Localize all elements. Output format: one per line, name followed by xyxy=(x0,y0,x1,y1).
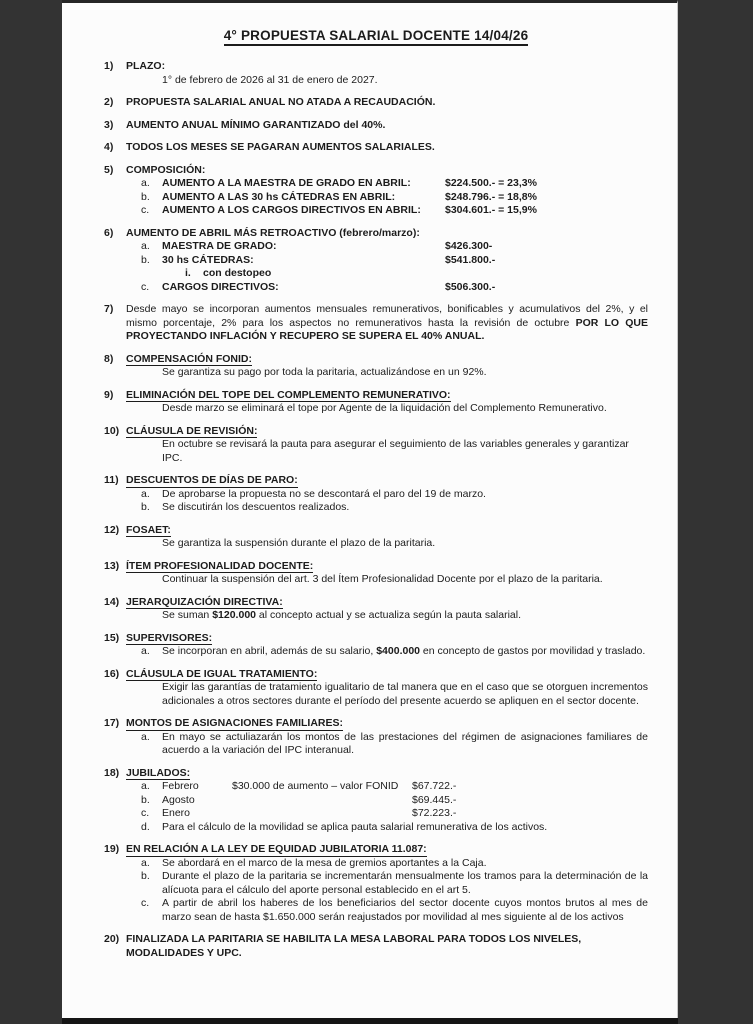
item-body xyxy=(126,389,648,416)
item-heading xyxy=(126,96,648,110)
sub-item xyxy=(126,488,648,502)
item-body xyxy=(126,353,648,380)
item-heading xyxy=(126,933,648,960)
sub-letter: a. xyxy=(141,487,150,500)
doc-item-1 xyxy=(104,60,648,87)
sub-item xyxy=(126,897,648,924)
row-letter: a. xyxy=(141,780,150,792)
doc-item-20 xyxy=(104,933,648,960)
text-run: En octubre se revisará la pauta para asegurar el seguimiento de las variables generales y garantizar IPC. xyxy=(162,438,629,464)
text-run: CARGOS DIRECTIVOS: xyxy=(162,280,279,293)
item-text xyxy=(162,681,648,708)
item-heading-text: PROPUESTA SALARIAL ANUAL NO ATADA A RECAUDACIÓN. xyxy=(126,96,436,108)
row-label: Enero xyxy=(162,807,191,819)
sub-text xyxy=(162,731,648,758)
item-body xyxy=(126,96,648,110)
item-heading xyxy=(126,141,648,155)
sub-text xyxy=(162,281,648,295)
text-run: Durante el plazo de la paritaria se incrementarán mensualmente los tramos para la determinación de la alícuota para el cálculo del aporte personal establecido en el art 5. xyxy=(162,870,648,896)
doc-item-18 xyxy=(104,767,648,835)
sub-text xyxy=(162,821,648,835)
sub-letter: b. xyxy=(141,870,150,882)
row-label: Agosto xyxy=(162,793,195,806)
item-heading-text: EN RELACIÓN A LA LEY DE EQUIDAD JUBILATORIA 11.087: xyxy=(126,843,427,855)
text-run: Se suman xyxy=(162,609,213,621)
item-heading-text: ELIMINACIÓN DEL TOPE DEL COMPLEMENTO REMUNERATIVO: xyxy=(126,388,451,401)
sub-letter: c. xyxy=(141,204,150,216)
item-heading xyxy=(126,164,648,178)
row-letter: c. xyxy=(141,807,150,819)
item-text xyxy=(162,438,648,465)
item-body xyxy=(126,119,648,133)
doc-item-13 xyxy=(104,560,648,587)
item-number: 9) xyxy=(104,388,114,401)
sub-text xyxy=(162,870,648,897)
doc-item-9 xyxy=(104,389,648,416)
item-heading-text: CLÁUSULA DE IGUAL TRATAMIENTO: xyxy=(126,667,318,680)
doc-item-12 xyxy=(104,524,648,551)
item-text xyxy=(162,402,648,416)
sub-item xyxy=(126,177,648,191)
sub-text xyxy=(162,897,648,924)
sub-letter: a. xyxy=(141,730,150,743)
sub-item xyxy=(126,204,648,218)
text-run: Exigir las garantías de tratamiento igualitario de tal manera que en el caso que se otorguen incrementos adicionales a otros sectores durante el período del presente acuerdo se apliquen en el sector docente. xyxy=(162,681,648,707)
item-paragraph xyxy=(126,303,648,344)
sub-text xyxy=(162,204,648,218)
item-number: 1) xyxy=(104,60,114,72)
doc-item-3 xyxy=(104,119,648,133)
doc-item-7 xyxy=(104,303,648,344)
item-heading xyxy=(126,632,648,646)
document-items xyxy=(104,60,648,960)
doc-item-14 xyxy=(104,596,648,623)
item-body xyxy=(126,717,648,758)
text-run: Continuar la suspensión del art. 3 del Ítem Profesionalidad Docente por el plazo de la paritaria. xyxy=(162,573,603,585)
item-number: 5) xyxy=(104,163,114,176)
item-number: 14) xyxy=(104,595,120,608)
text-run: $120.000 xyxy=(212,609,256,621)
sub-item xyxy=(126,240,648,254)
item-heading xyxy=(126,596,648,610)
doc-item-6 xyxy=(104,227,648,295)
item-heading-text: TODOS LOS MESES SE PAGARAN AUMENTOS SALARIALES. xyxy=(126,141,435,153)
item-heading-text: ÍTEM PROFESIONALIDAD DOCENTE: xyxy=(126,559,314,572)
sub-item xyxy=(126,870,648,897)
doc-item-10 xyxy=(104,425,648,466)
sub-item xyxy=(126,281,648,295)
item-number: 20) xyxy=(104,933,120,945)
row-mid: $30.000 de aumento – valor FONID xyxy=(232,780,399,792)
document-title xyxy=(104,28,648,43)
text-run: En mayo se actuliazarán los montos de las prestaciones del régimen de asignaciones familiares de acuerdo a la variación del IPC interanual. xyxy=(162,730,648,756)
item-heading-text: JERARQUIZACIÓN DIRECTIVA: xyxy=(126,595,283,608)
amount-value: $224.500.- = 23,3% xyxy=(445,177,537,189)
doc-item-16 xyxy=(104,668,648,709)
amount-value: $541.800.- xyxy=(445,253,496,266)
table-row xyxy=(126,794,648,808)
row-amount: $72.223.- xyxy=(412,807,457,819)
item-body xyxy=(126,164,648,218)
item-heading xyxy=(126,119,648,133)
sub-text xyxy=(162,488,648,502)
item-heading xyxy=(126,560,648,574)
sub-text xyxy=(162,177,648,191)
sub-sub-marker: i. xyxy=(185,267,191,279)
item-body xyxy=(126,227,648,295)
text-run: al concepto actual y se actualiza según la pauta salarial. xyxy=(256,609,521,621)
item-body xyxy=(126,60,648,87)
sub-letter: a. xyxy=(141,856,150,869)
item-heading-text: COMPENSACIÓN FONID: xyxy=(126,352,252,365)
item-number: 4) xyxy=(104,141,114,153)
amount-value: $506.300.- xyxy=(445,280,496,293)
sub-item xyxy=(126,731,648,758)
sub-text xyxy=(162,191,648,205)
item-heading xyxy=(126,767,648,781)
item-heading xyxy=(126,668,648,682)
doc-item-19 xyxy=(104,843,648,924)
text-run: Se incorporan en abril, además de su salario, xyxy=(162,645,377,657)
text-run: $400.000 xyxy=(376,645,421,657)
page-bottom-edge xyxy=(62,1018,678,1024)
text-run: 30 hs CÁTEDRAS: xyxy=(162,253,254,266)
doc-item-4 xyxy=(104,141,648,155)
item-number: 13) xyxy=(104,559,120,572)
text-run: Desde marzo se eliminará el tope por Agente de la liquidación del Complemento Remunerativo. xyxy=(162,402,607,414)
text-run: con destopeo xyxy=(203,267,272,279)
item-heading-text: FOSAET: xyxy=(126,523,171,536)
item-heading-text: PLAZO: xyxy=(126,60,166,72)
text-run: A partir de abril los haberes de los beneficiarios del sector docente cuyos montos brutos al mes de marzo sean de hasta $1.650.000 serán reajustados por movilidad al mes siguiente al de los activos xyxy=(162,897,648,923)
sub-letter: b. xyxy=(141,190,150,203)
item-number: 17) xyxy=(104,717,120,729)
item-heading xyxy=(126,843,648,857)
sub-letter: a. xyxy=(141,240,150,252)
item-number: 19) xyxy=(104,843,120,855)
item-body xyxy=(126,141,648,155)
text-run: AUMENTO A LA MAESTRA DE GRADO EN ABRIL: xyxy=(162,177,411,189)
sub-sub-text xyxy=(203,267,648,281)
doc-item-15 xyxy=(104,632,648,659)
item-heading xyxy=(126,60,648,74)
item-number: 3) xyxy=(104,118,114,131)
text-run: De aprobarse la propuesta no se descontará el paro del 19 de marzo. xyxy=(162,487,486,500)
item-heading xyxy=(126,353,648,367)
table-row xyxy=(126,807,648,821)
text-run: Se garantiza su pago por toda la paritaria, actualizándose en un 92%. xyxy=(162,366,487,378)
doc-item-8 xyxy=(104,353,648,380)
text-run: AUMENTO A LAS 30 hs CÁTEDRAS EN ABRIL: xyxy=(162,190,396,203)
row-letter: b. xyxy=(141,793,150,806)
sub-item xyxy=(126,254,648,268)
amount-value: $304.601.- = 15,9% xyxy=(445,204,537,216)
sub-letter: a. xyxy=(141,177,150,189)
text-run: Se discutirán los descuentos realizados. xyxy=(162,501,350,513)
item-number: 12) xyxy=(104,523,120,536)
item-heading-text: FINALIZADA LA PARITARIA SE HABILITA LA MESA LABORAL PARA TODOS LOS NIVELES, MODALIDADES Y UPC. xyxy=(126,933,582,959)
item-body xyxy=(126,843,648,924)
item-number: 7) xyxy=(104,303,114,315)
item-heading xyxy=(126,717,648,731)
item-body xyxy=(126,767,648,835)
item-body xyxy=(126,933,648,960)
item-body xyxy=(126,668,648,709)
doc-item-2 xyxy=(104,96,648,110)
item-number: 16) xyxy=(104,667,120,680)
sub-text xyxy=(162,254,648,268)
item-number: 6) xyxy=(104,226,114,239)
item-text xyxy=(162,573,648,587)
row-amount: $69.445.- xyxy=(412,793,457,806)
sub-text xyxy=(162,240,648,254)
sub-letter: a. xyxy=(141,645,150,657)
sub-text xyxy=(162,857,648,871)
row-label: Febrero xyxy=(162,780,199,792)
doc-item-11 xyxy=(104,474,648,515)
document-page xyxy=(62,0,678,1018)
row-amount: $67.722.- xyxy=(412,780,457,792)
item-text xyxy=(162,609,648,623)
text-run: 1° de febrero de 2026 al 31 de enero de 2027. xyxy=(162,73,378,86)
item-number: 11) xyxy=(104,474,119,486)
item-heading-text: AUMENTO ANUAL MÍNIMO GARANTIZADO del 40%. xyxy=(126,118,386,131)
text-run: Desde mayo se incorporan aumentos mensuales remunerativos, bonificables y acumulativos del 2%, y el mismo porcentaje, 2% para los aspectos no remunerativos hasta la revisión de octubre xyxy=(126,303,648,329)
item-heading-text: COMPOSICIÓN: xyxy=(126,163,206,176)
item-heading-text: JUBILADOS: xyxy=(126,766,191,779)
text-run: en concepto de gastos por movilidad y traslado. xyxy=(420,645,646,657)
amount-value: $248.796.- = 18,8% xyxy=(445,190,537,203)
item-heading-text: CLÁUSULA DE REVISIÓN: xyxy=(126,424,258,437)
item-body xyxy=(126,303,648,344)
item-number: 8) xyxy=(104,352,114,365)
item-heading xyxy=(126,389,648,403)
item-body xyxy=(126,632,648,659)
sub-letter: b. xyxy=(141,501,150,513)
sub-text xyxy=(162,645,648,659)
item-heading xyxy=(126,524,648,538)
sub-letter: b. xyxy=(141,253,150,266)
item-text xyxy=(162,74,648,88)
item-number: 18) xyxy=(104,766,120,779)
item-heading-text: DESCUENTOS DE DÍAS DE PARO: xyxy=(126,474,298,486)
text-run: POR LO QUE PROYECTANDO INFLACIÓN Y RECUPERO SE SUPERA EL 40% ANUAL. xyxy=(126,316,648,342)
item-heading-text: AUMENTO DE ABRIL MÁS RETROACTIVO (febrero/marzo): xyxy=(126,226,420,239)
sub-letter: d. xyxy=(141,820,150,833)
item-heading xyxy=(126,425,648,439)
item-number: 2) xyxy=(104,96,114,108)
item-body xyxy=(126,474,648,515)
item-body xyxy=(126,524,648,551)
amount-value: $426.300- xyxy=(445,240,493,252)
sub-item xyxy=(126,645,648,659)
sub-item xyxy=(126,857,648,871)
item-heading xyxy=(126,474,648,488)
item-number: 15) xyxy=(104,631,120,644)
sub-text xyxy=(162,501,648,515)
item-text xyxy=(162,537,648,551)
sub-letter: c. xyxy=(141,897,150,909)
item-heading-text: MONTOS DE ASIGNACIONES FAMILIARES: xyxy=(126,717,344,729)
text-run: Se abordará en el marco de la mesa de gremios aportantes a la Caja. xyxy=(162,856,487,869)
item-body xyxy=(126,425,648,466)
item-number: 10) xyxy=(104,424,120,437)
item-body xyxy=(126,596,648,623)
sub-item xyxy=(126,501,648,515)
text-run: Se garantiza la suspensión durante el plazo de la paritaria. xyxy=(162,537,436,549)
item-body xyxy=(126,560,648,587)
text-run: AUMENTO A LOS CARGOS DIRECTIVOS EN ABRIL: xyxy=(162,204,421,216)
sub-item xyxy=(126,191,648,205)
table-row xyxy=(126,780,648,794)
doc-item-5 xyxy=(104,164,648,218)
item-text xyxy=(162,366,648,380)
item-heading xyxy=(126,227,648,241)
text-run: Para el cálculo de la movilidad se aplica pauta salarial remunerativa de los activos. xyxy=(162,820,548,833)
sub-letter: c. xyxy=(141,280,150,293)
doc-item-17 xyxy=(104,717,648,758)
sub-item xyxy=(126,821,648,835)
text-run: MAESTRA DE GRADO: xyxy=(162,240,277,252)
item-heading-text: SUPERVISORES: xyxy=(126,631,213,644)
sub-sub-item xyxy=(126,267,648,281)
document-title-text: 4° PROPUESTA SALARIAL DOCENTE 14/04/26 xyxy=(224,28,529,46)
